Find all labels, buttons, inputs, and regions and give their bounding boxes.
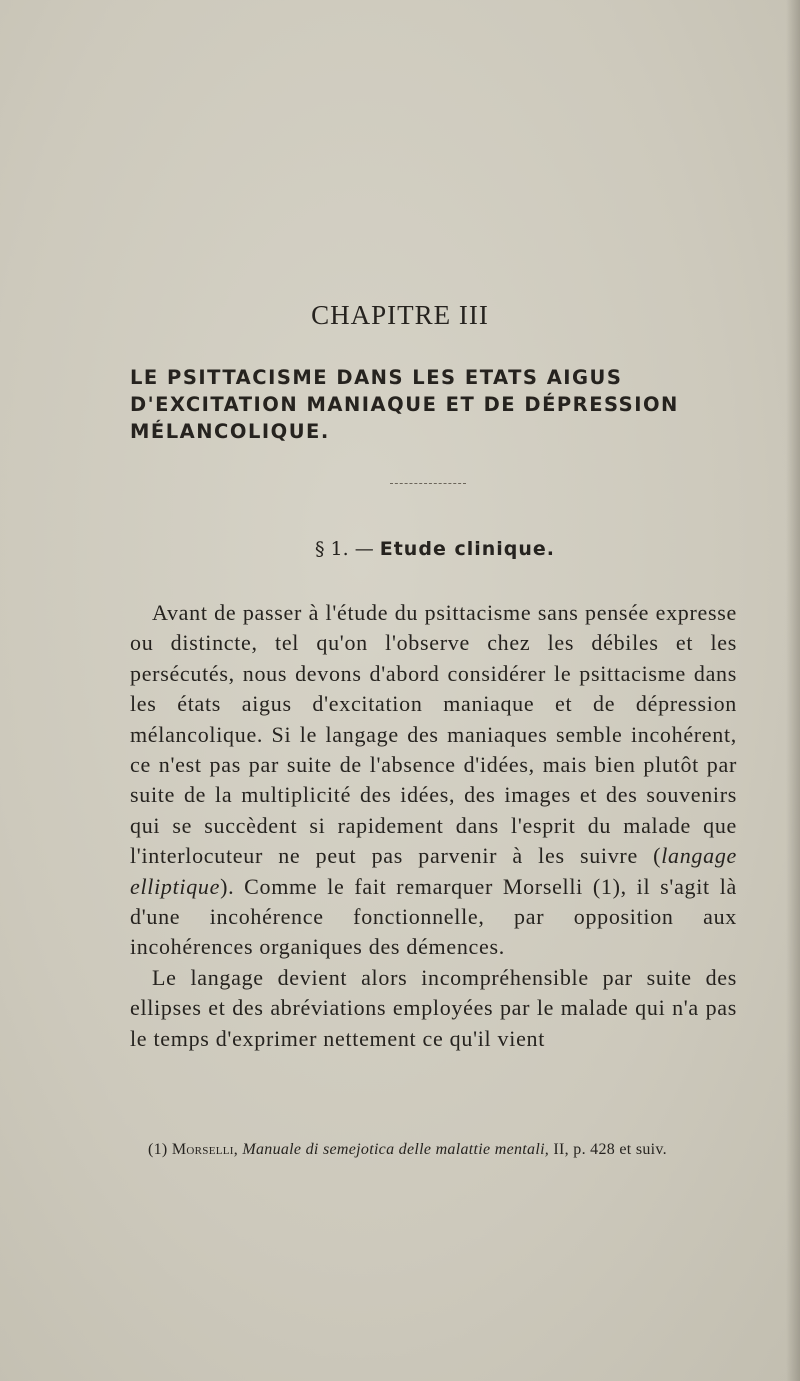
paragraph: [130, 598, 737, 963]
footnote-marker: (1): [148, 1141, 168, 1158]
paragraph-text: ). Comme le fait remarquer Morselli (1), il s'agit là d'une incohérence fonctionnelle, par opposition aux incohérences organiques des démences.: [130, 873, 737, 960]
paragraph-text: Avant de passer à l'étude du psittacisme sans pensée expresse ou distincte, tel qu'on l'observe chez les débiles et les persécutés, nous devons d'abord considérer le psittacisme dans les états aigus d'excitation maniaque et de dépression mélancolique. Si le langage des maniaques semble incohérent, ce n'est pas par suite de l'absence d'idées, mais bien plutôt par suite de la multiplicité des idées, des images et des souvenirs qui se succèdent si rapidement dans l'esprit du malade que l'interlocuteur ne peut pas parvenir à les suivre (: [130, 600, 737, 869]
footnote-author: Morselli,: [171, 1141, 239, 1158]
separator-rule: [390, 483, 466, 484]
page-edge-shadow: [786, 0, 800, 1381]
section-title: Etude clinique.: [379, 538, 555, 560]
body-text: [130, 598, 737, 1054]
footnote-work: Manuale di semejotica delle malattie mentali,: [242, 1141, 550, 1158]
section-heading: [0, 538, 800, 560]
chapter-title: CHAPITRE III: [311, 300, 489, 330]
chapter-subtitle: LE PSITTACISME DANS LES ETATS AIGUS D'EXCITATION MANIAQUE ET DE DÉPRESSION MÉLANCOLIQUE.: [130, 366, 679, 443]
section-number: § 1. —: [314, 538, 374, 560]
italic-term: langage elliptique: [130, 843, 737, 899]
footnote: [148, 1141, 758, 1159]
footnote-reference: II, p. 428 et suiv.: [553, 1141, 667, 1158]
paragraph: Le langage devient alors incompréhensible par suite des ellipses et des abréviations employées par le malade qui n'a pas le temps d'exprimer nettement ce qu'il vient: [130, 964, 737, 1051]
